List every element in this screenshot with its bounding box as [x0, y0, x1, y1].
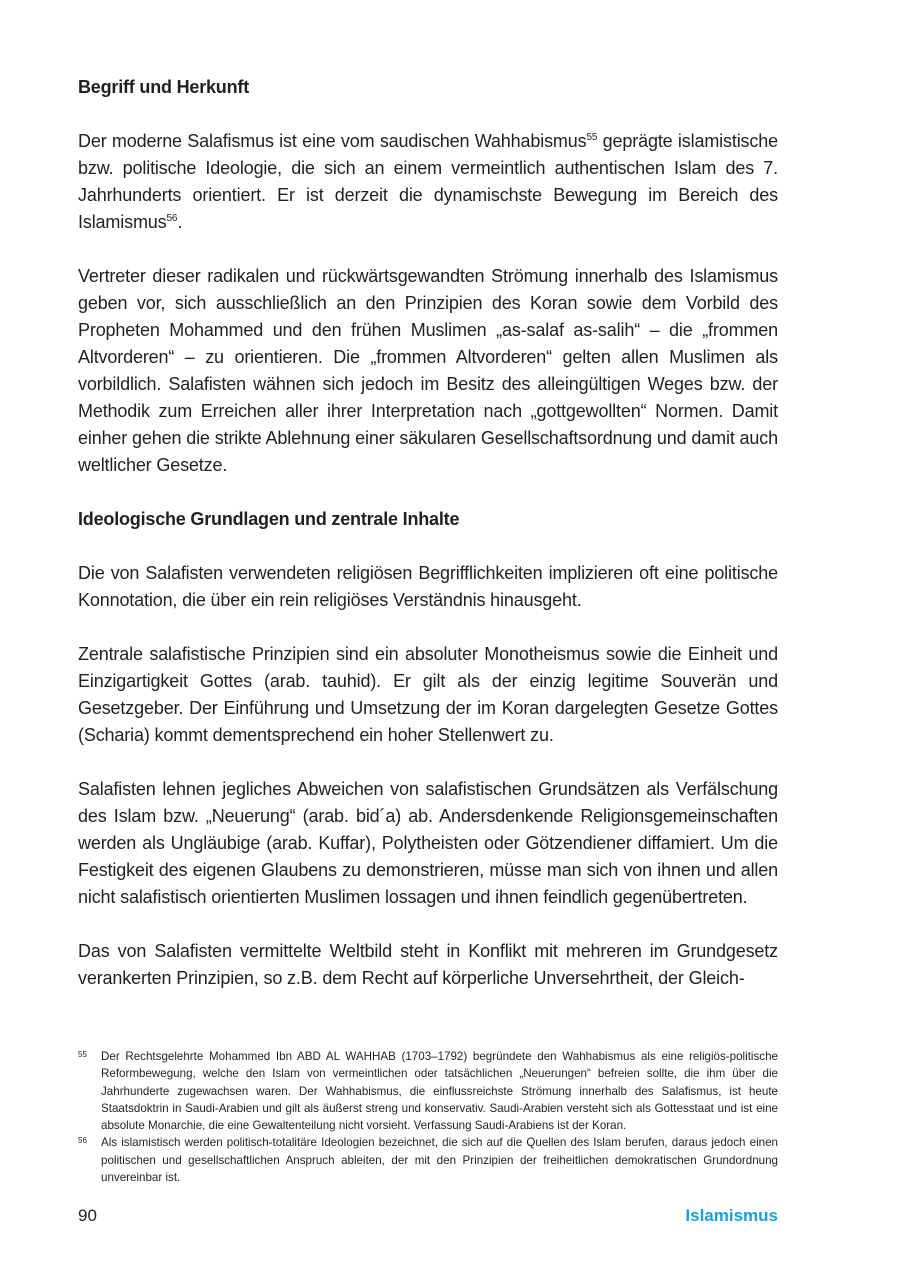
paragraph: Der moderne Salafismus ist eine vom saudischen Wahhabismus$^{55}$ geprägte islamistische bzw. politische Ideologie, die sich an einem vermeintlich authentischen Islam des 7. Jahrhunderts orientiert. Er ist derzeit die dynamischste Bewegung im Bereich des Islamismus$^{56}$. [78, 131, 778, 232]
footnote [78, 1134, 778, 1186]
footnote-number: 56 [78, 1136, 87, 1146]
section-heading-begriff: Begriff und Herkunft [78, 77, 249, 97]
footnote [78, 1048, 778, 1134]
footnote-text: Der Rechtsgelehrte Mohammed Ibn ABD AL WAHHAB (1703–1792) begründete den Wahhabismus als eine religiös-politische Reformbewegung, welche den Islam von vermeintlichen oder tatsächlichen „Neuerungen“ befreien sollte, die ihm über die Jahrhunderte zugewachsen waren. Der Wahhabismus, die einflussreichste Strömung innerhalb des Salafismus, ist heute Staatsdoktrin in Saudi-Arabien und gilt als äußerst streng und konservativ. Saudi-Arabien versteht sich als Gottesstaat und ist eine absolute Monarchie, die eine Gewaltenteilung nicht vorsieht. Verfassung Saudi-Arabiens ist der Koran. [101, 1050, 778, 1133]
running-title: Islamismus [685, 1206, 778, 1225]
footnotes [78, 1048, 778, 1186]
footnote-ref[interactable]: 56 [166, 213, 178, 224]
paragraph: Das von Salafisten vermittelte Weltbild steht in Konflikt mit mehreren im Grundgesetz verankerten Prinzipien, so z.B. dem Recht auf körperliche Unversehrtheit, der Gleich- [78, 941, 778, 988]
paragraph: Salafisten lehnen jegliches Abweichen von salafistischen Grundsätzen als Verfälschung des Islam bzw. „Neuerung“ (arab. bid´a) ab. Andersdenkende Religionsgemeinschaften werden als Ungläubige (arab. Kuffar), Polytheisten oder Götzendiener diffamiert. Um die Festigkeit des eigenen Glaubens zu demonstrieren, müsse man sich von ihnen und allen nicht salafistisch orientierten Muslimen lossagen und ihnen feindlich gegenübertreten. [78, 779, 778, 907]
page-number: 90 [78, 1206, 97, 1225]
main-text [78, 74, 778, 992]
section-heading-ideologie: Ideologische Grundlagen und zentrale Inhalte [78, 509, 460, 529]
footnote-text: Als islamistisch werden politisch-totalitäre Ideologien bezeichnet, die sich auf die Quellen des Islam berufen, daraus jedoch einen politischen und gesellschaftlichen Anspruch ableiten, der mit den Prinzipien der freiheitlichen demokratischen Grundordnung unvereinbar ist. [101, 1136, 778, 1185]
footnote-ref[interactable]: 55 [586, 132, 598, 143]
paragraph: Zentrale salafistische Prinzipien sind ein absoluter Monotheismus sowie die Einheit und Einzigartigkeit Gottes (arab. tauhid). Er gilt als der einzig legitime Souverän und Gesetzgeber. Der Einführung und Umsetzung der im Koran dargelegten Gesetze Gottes (Scharia) kommt dementsprechend ein hoher Stellenwert zu. [78, 644, 778, 745]
paragraph: Die von Salafisten verwendeten religiösen Begrifflichkeiten implizieren oft eine politische Konnotation, die über ein rein religiöses Verständnis hinausgeht. [78, 563, 778, 610]
paragraph: Vertreter dieser radikalen und rückwärtsgewandten Strömung innerhalb des Islamismus geben vor, sich ausschließlich an den Prinzipien des Koran sowie dem Vorbild des Propheten Mohammed und den frühen Muslimen „as-salaf as-salih“ – die „frommen Altvorderen“ – zu orientieren. Die „frommen Altvorderen“ gelten allen Muslimen als vorbildlich. Salafisten wähnen sich jedoch im Besitz des alleingültigen Weges bzw. der Methodik zum Erreichen aller ihrer Interpretation nach „gottgewollten“ Normen. Damit einher gehen die strikte Ablehnung einer säkularen Gesellschaftsordnung und damit auch weltlicher Gesetze. [78, 266, 778, 475]
footnote-number: 55 [78, 1050, 87, 1059]
